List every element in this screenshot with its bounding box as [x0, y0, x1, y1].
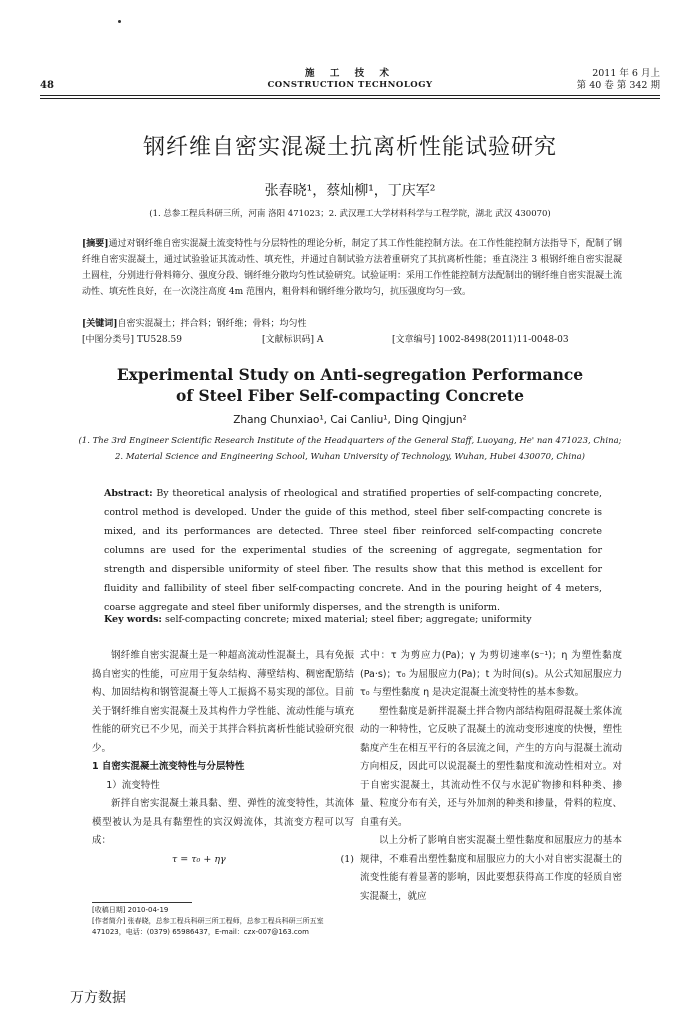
header-rule-top: [40, 95, 660, 96]
keywords-en: [104, 610, 602, 629]
keywords-en-label: Key words:: [104, 614, 162, 625]
body-column-right: [360, 647, 622, 906]
abstract-en: [104, 484, 602, 617]
journal-name-cn: 施 工 技 术: [305, 68, 395, 79]
page-number: 48: [40, 80, 54, 91]
abstract-cn-label: [摘要]: [82, 239, 109, 249]
abstract-en-text: By theoretical analysis of rheological and stratified properties of self-compacting concrete, control method is developed. Under the guide of this method, steel fiber self-compacting concrete is mixed, and its performances are detected. Three steel fiber reinforced self-compacting concrete columns are used for the experimental studies of the screening of aggregate, segmentation for strength and dispersible uniformity of steel fiber. The results show that this method is excellent for fluidity and fallibility of steel fiber self-compacting concrete. And in the pouring height of 4 meters, coarse aggregate and steel fiber uniformly disperses, and the strength is uniform.: [104, 488, 603, 613]
journal-name: [40, 68, 660, 91]
body-paragraph: 新拌自密实混凝土兼具黏、塑、弹性的流变特性，其流体模型被认为是具有黏塑性的宾汉姆流体，其流变方程可以写成：: [92, 798, 354, 846]
paper-title-en-line1: Experimental Study on Anti-segregation Performance: [116, 365, 584, 384]
footnote-rule: [92, 902, 192, 903]
equation-number: (1): [340, 853, 354, 865]
keywords-cn-label: [关键词]: [82, 319, 118, 329]
affiliation-en-line1: (1. The 3rd Engineer Scientific Research Institute of the Headquarters of the General Staff, Luoyang, He' nan 471023, China;: [78, 436, 622, 446]
running-header: [40, 68, 660, 94]
header-rule-bottom: [40, 98, 660, 99]
affiliation-cn: (1. 总参工程兵科研三所，河南 洛阳 471023；2. 武汉理工大学材料科学与工程学院，湖北 武汉 430070): [149, 209, 551, 219]
authors-cn: 张春晓¹，蔡灿柳¹，丁庆军²: [264, 183, 436, 199]
issue-volume: 第 40 卷 第 342 期: [576, 80, 660, 91]
keywords-cn-text: 自密实混凝土；拌合料；钢纤维；骨料；均匀性: [117, 319, 307, 329]
document-code: [文献标识码] A: [262, 335, 324, 345]
authors-en: Zhang Chunxiao¹, Cai Canliu¹, Ding Qingjun²: [233, 414, 467, 426]
body-paragraph: 式中：τ 为剪应力(Pa)；γ 为剪切速率(s⁻¹)；η 为塑性黏度(Pa·s)；τ₀ 为屈服应力(Pa)；t 为时间(s)。从公式知屈服应力 τ₀ 与塑性黏度 η 是决定混凝土流变特性的基本参数。: [360, 650, 622, 698]
footnote: [92, 905, 354, 938]
clc-number: [中图分类号] TU528.59: [82, 335, 182, 345]
issue-date: 2011 年 6 月上: [592, 68, 660, 79]
classification-cn: [82, 332, 622, 348]
section-heading-1: 1 自密实混凝土流变特性与分层特性: [92, 761, 245, 772]
issue-info: [577, 68, 660, 92]
subsection-heading-1-1: 1）流变特性: [106, 779, 160, 791]
abstract-cn-text: 通过对钢纤维自密实混凝土流变特性与分层特性的理论分析，制定了其工作性能控制方法。在工作性能控制方法指导下，配制了钢纤维自密实混凝土，通过试验验证其流动性、填充性，并通过自制试验方法着重研究了其抗离析性能；垂直浇注 3 根钢纤维自密实混凝土圆柱，分别进行骨料筛分、强度分段、钢纤维分散均匀性试验研究。试验证明：采用工作性能控制方法配制出的钢纤维自密实混凝土流动性、填充性良好，在一次浇注高度 4m 范围内，粗骨料和钢纤维分散均匀，抗压强度均匀一致。: [82, 239, 623, 297]
keywords-cn: [82, 316, 622, 332]
abstract-cn: [82, 236, 622, 300]
paper-title-en: [40, 364, 660, 406]
abstract-en-label: Abstract:: [104, 488, 153, 499]
author-info: [作者简介] 张春晓，总参工程兵科研三所工程师，总参工程兵科研三所五室 471023，电话：(0379) 65986437，E-mail：czx-007@163.com: [92, 917, 324, 936]
keywords-en-text: self-compacting concrete; mixed material; steel fiber; aggregate; uniformity: [164, 614, 532, 625]
body-column-left: [92, 647, 354, 869]
paper-title-cn: 钢纤维自密实混凝土抗离析性能试验研究: [142, 135, 557, 160]
watermark: 万方数据: [70, 990, 126, 1006]
body-paragraph: 塑性黏度是新拌混凝土拌合物内部结构阻碍混凝土浆体流动的一种特性，它反映了混凝土的流动变形速度的快慢，塑性黏度产生在相互平行的各层流之间，产生的方向与混凝土流动方向相反，因此可以说混凝土的塑性黏度和流动性相对立。对于自密实混凝土，其流动性不仅与水泥矿物掺和料种类、掺量、粒度分布有关，还与外加剂的种类和掺量，骨料的粒度、自重有关。: [360, 705, 622, 828]
affiliation-en: [40, 433, 660, 465]
received-date: [收稿日期] 2010-04-19: [92, 906, 169, 914]
equation-1: [92, 851, 354, 870]
stray-dot: [118, 20, 121, 23]
affiliation-en-line2: 2. Material Science and Engineering School, Wuhan University of Technology, Wuhan, Hubei 430070, China): [115, 452, 585, 462]
journal-name-en: CONSTRUCTION TECHNOLOGY: [267, 80, 433, 90]
body-paragraph: 以上分析了影响自密实混凝土塑性黏度和屈服应力的基本规律，不难看出塑性黏度和屈服应力的大小对自密实混凝土的流变性能有着显著的影响，因此要想获得高工作度的轻质自密实混凝土，就应: [360, 835, 622, 902]
equation-expression: τ = τ₀ + ηγ: [172, 853, 226, 865]
intro-paragraph: 钢纤维自密实混凝土是一种超高流动性混凝土，具有免振捣自密实的性能，可应用于复杂结构、薄壁结构、稠密配筋结构、加固结构和钢管混凝土等人工振捣不易实现的部位。目前关于钢纤维自密实混凝土及其构件力学性能、流动性能与填充性能的研究已不少见，而关于其拌合料抗离析性能试验研究很少。: [92, 650, 354, 754]
paper-title-en-line2: of Steel Fiber Self-compacting Concrete: [176, 386, 524, 405]
article-number: [文章编号] 1002-8498(2011)11-0048-03: [392, 335, 569, 345]
